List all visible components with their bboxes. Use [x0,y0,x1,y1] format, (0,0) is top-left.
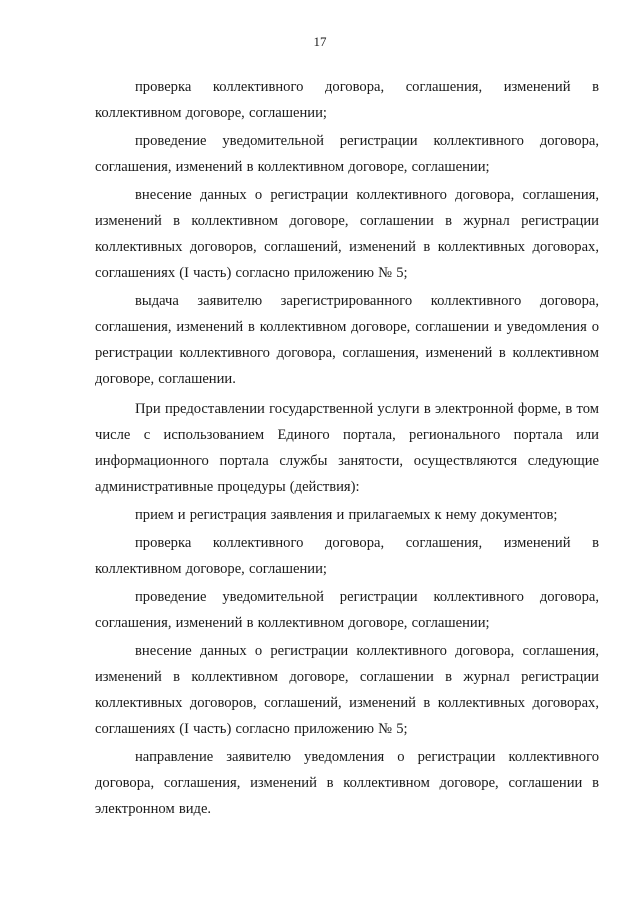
paragraph-3: внесение данных о регистрации коллективного договора, соглашения, изменений в коллективном договоре, соглашении в журнал регистрации коллективных договоров, соглашений, изменений в коллективных договорах, соглашениях (I часть) согласно приложению № 5; [95,187,599,281]
paragraph-10: направление заявителю уведомления о регистрации коллективного договора, соглашения, изменений в коллективном договоре, соглашении в электронном виде. [95,749,599,817]
paragraph-7: проверка коллективного договора, соглашения, изменений в коллективном договоре, соглашении; [95,535,599,577]
document-body [95,74,599,824]
paragraph-4: выдача заявителю зарегистрированного коллективного договора, соглашения, изменений в коллективном договоре, соглашении и уведомления о регистрации коллективного договора, соглашения, изменений в коллективном договоре, соглашении. [95,293,599,387]
paragraph-1: проверка коллективного договора, соглашения, изменений в коллективном договоре, соглашении; [95,79,599,121]
paragraph-5: При предоставлении государственной услуги в электронной форме, в том числе с использованием Единого портала, регионального портала или информационного портала службы занятости, осуществляются следующие административные процедуры (действия): [95,401,599,495]
paragraph-6: прием и регистрация заявления и прилагаемых к нему документов; [135,507,558,523]
paragraph-8: проведение уведомительной регистрации коллективного договора, соглашения, изменений в коллективном договоре, соглашении; [95,589,599,631]
page-number: 17 [313,34,327,49]
paragraph-2: проведение уведомительной регистрации коллективного договора, соглашения, изменений в коллективном договоре, соглашении; [95,133,599,175]
paragraph-9: внесение данных о регистрации коллективного договора, соглашения, изменений в коллективном договоре, соглашении в журнал регистрации коллективных договоров, соглашений, изменений в коллективных договорах, соглашениях (I часть) согласно приложению № 5; [95,643,599,737]
